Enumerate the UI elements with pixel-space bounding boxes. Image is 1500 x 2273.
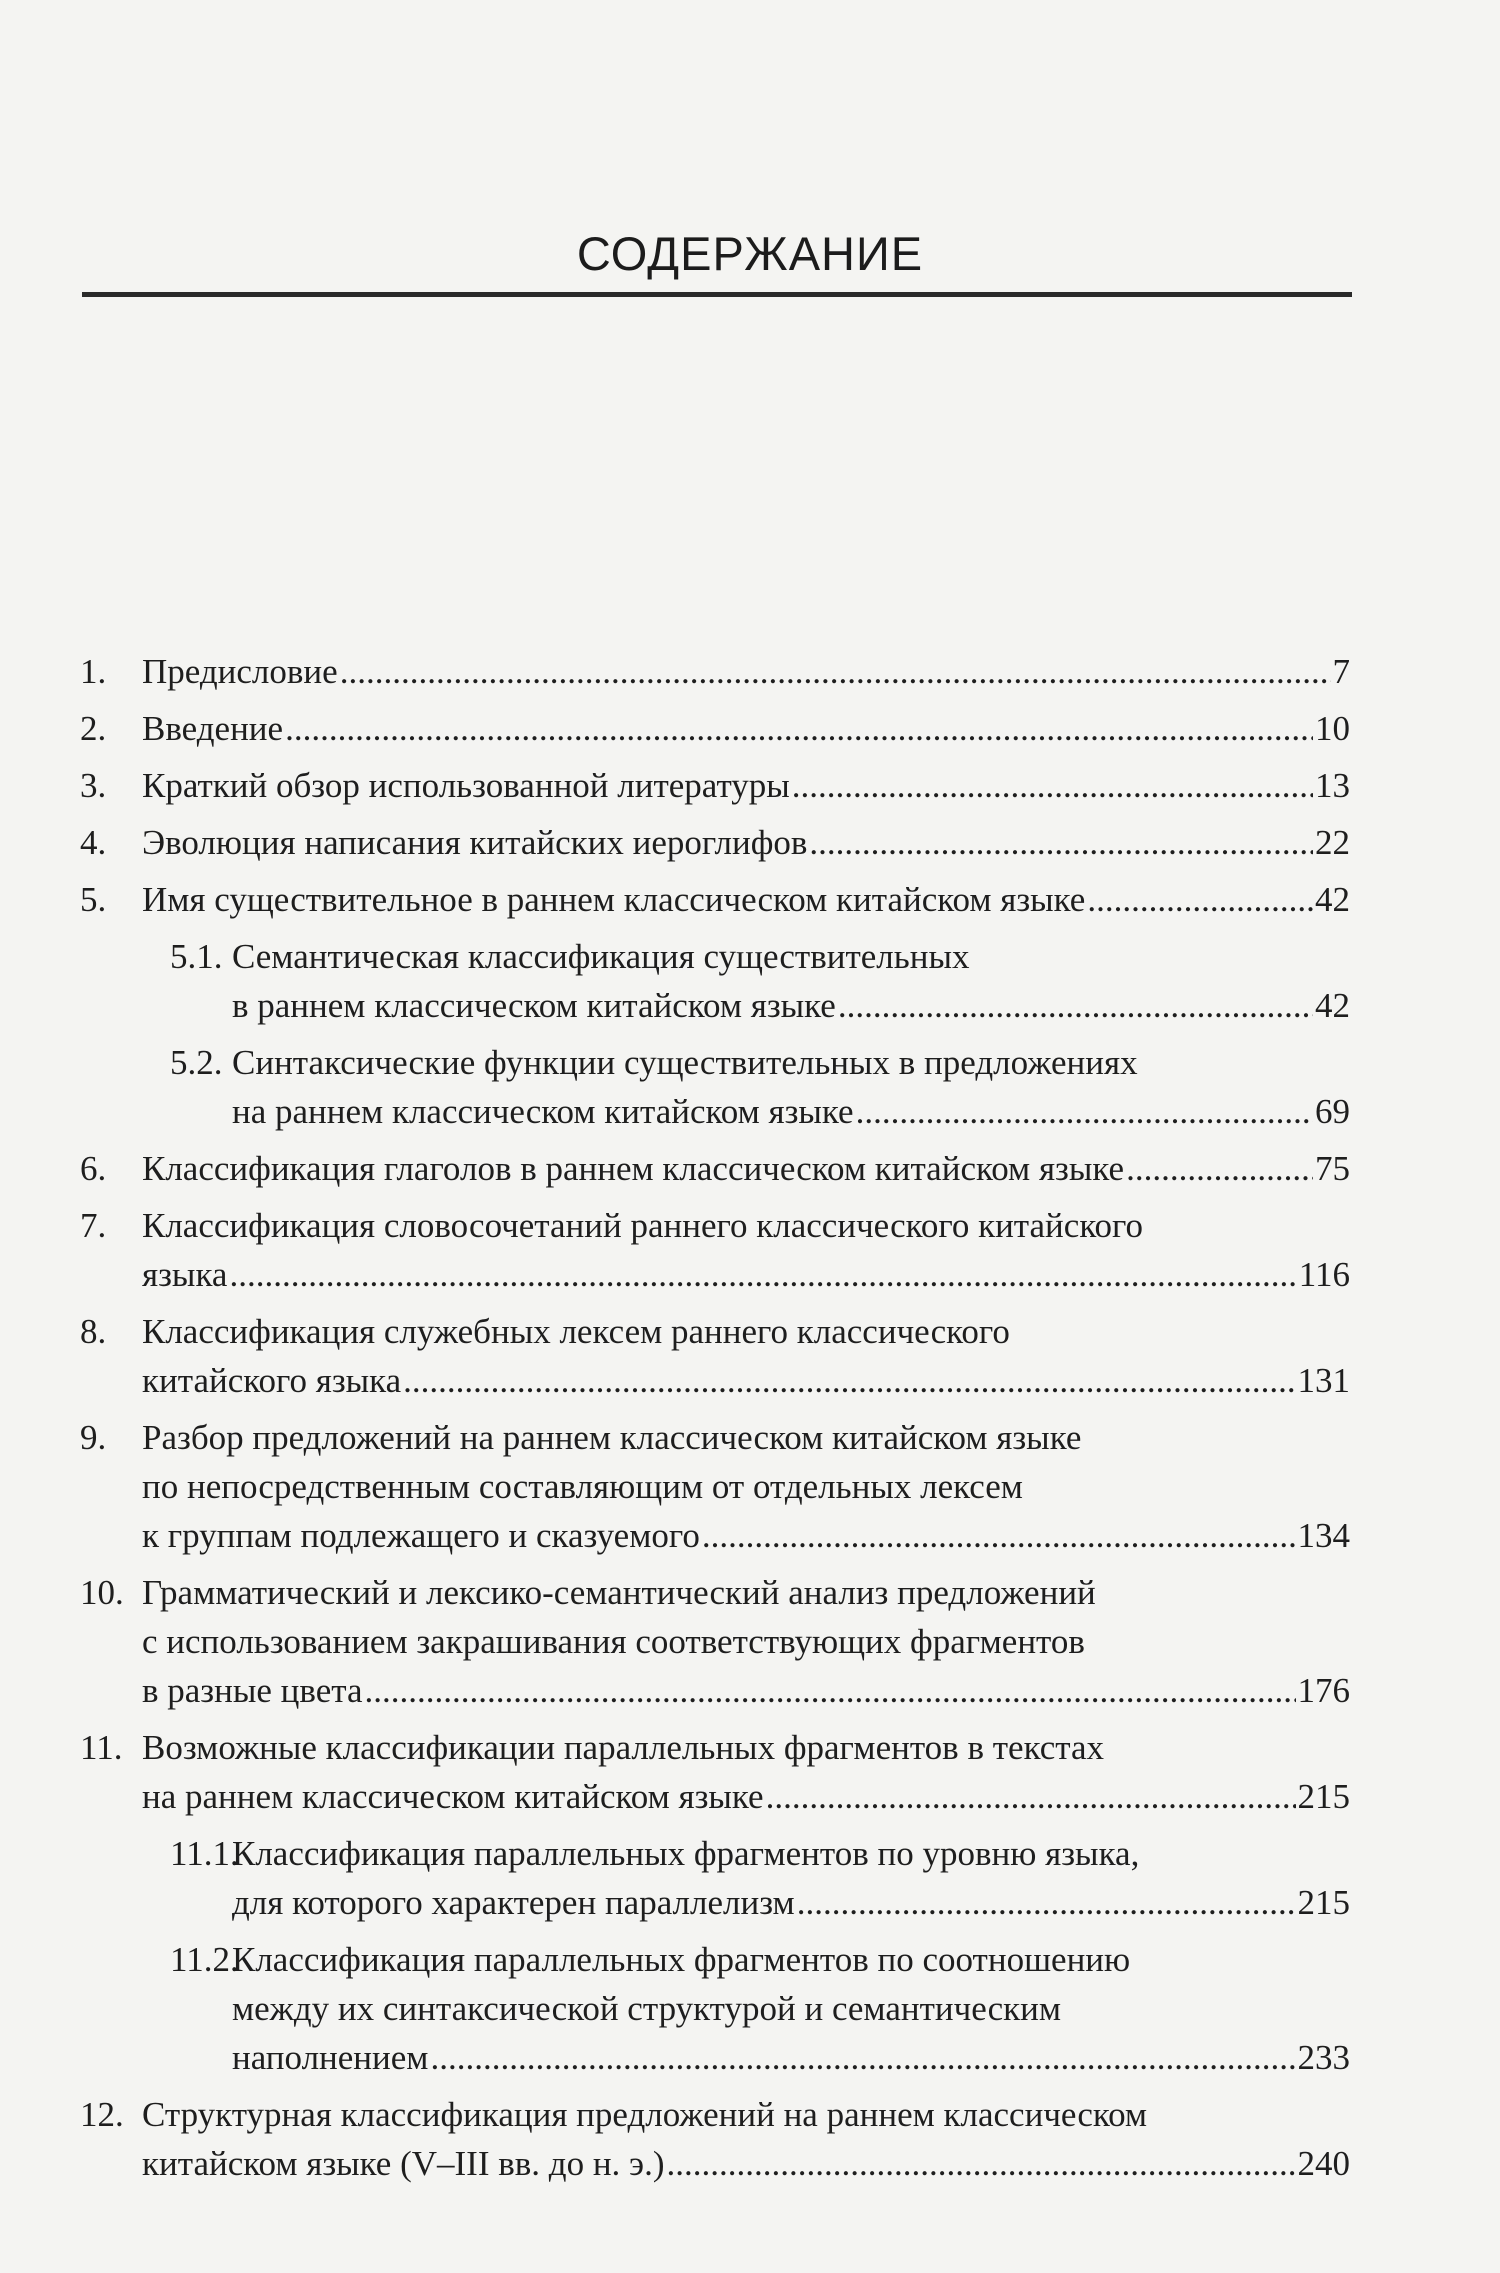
toc-entry-number: 11.1. [170, 1834, 239, 1873]
toc-page-number: 22 [1315, 823, 1350, 862]
toc-entry-title-line: Классификация параллельных фрагментов по соотношению [232, 1940, 1131, 1979]
toc-entry-title-line: Грамматический и лексико-семантический анализ предложений [142, 1573, 1096, 1612]
toc-page-number: 215 [1297, 1883, 1350, 1922]
dot-leader [797, 1878, 1296, 1927]
dot-leader [838, 981, 1313, 1030]
toc-chapter-entry [80, 1201, 1350, 1299]
toc-page-number: 116 [1298, 1255, 1350, 1294]
toc-entry-title-line: наполнением [232, 2038, 429, 2077]
toc-entry-leader-row [232, 1087, 1350, 1136]
toc-entry-leader-row [232, 1878, 1350, 1927]
toc-entry-title-line: китайском языке (V–III вв. до н. э.) [142, 2144, 665, 2183]
toc-page-number: 13 [1315, 766, 1350, 805]
toc-page-number: 215 [1297, 1777, 1350, 1816]
toc-entry-leader-row [142, 1144, 1350, 1193]
dot-leader [365, 1666, 1296, 1715]
table-of-contents [80, 647, 1350, 2196]
toc-entry-number: 5.1. [170, 937, 223, 976]
toc-entry-leader-row [142, 1356, 1350, 1405]
toc-entry-title-line: Предисловие [142, 652, 338, 691]
toc-entry-leader-row [142, 761, 1350, 810]
toc-subsection-entry [80, 1038, 1350, 1136]
toc-subsection-entry [80, 932, 1350, 1030]
dot-leader [702, 1511, 1296, 1560]
toc-entry-leader-row [142, 2139, 1350, 2188]
toc-entry-number: 11. [80, 1728, 123, 1767]
toc-chapter-entry [80, 1568, 1350, 1715]
toc-chapter-entry [80, 1413, 1350, 1560]
toc-entry-leader-row [232, 2033, 1350, 2082]
toc-entry-title-line: китайского языка [142, 1361, 402, 1400]
toc-entry-leader-row [142, 1666, 1350, 1715]
toc-entry-number: 5. [80, 880, 107, 919]
toc-chapter-entry [80, 1144, 1350, 1193]
toc-subsection-entry [80, 1829, 1350, 1927]
dot-leader [809, 818, 1313, 867]
toc-entry-title-line: Имя существительное в раннем классическом китайском языке [142, 880, 1086, 919]
toc-entry-leader-row [142, 704, 1350, 753]
toc-entry-title-line: в разные цвета [142, 1671, 363, 1710]
toc-chapter-entry [80, 761, 1350, 810]
dot-leader [667, 2139, 1296, 2188]
toc-page-number: 42 [1315, 986, 1350, 1025]
toc-entry-leader-row [232, 981, 1350, 1030]
title-underline [82, 292, 1352, 297]
toc-entry-number: 5.2. [170, 1043, 223, 1082]
toc-entry-title-line: Эволюция написания китайских иероглифов [142, 823, 808, 862]
toc-chapter-entry [80, 1723, 1350, 1821]
toc-entry-leader-row [142, 1250, 1350, 1299]
toc-entry-number: 3. [80, 766, 107, 805]
dot-leader [403, 1356, 1295, 1405]
toc-entry-title-line: Классификация глаголов в раннем классическом китайском языке [142, 1149, 1125, 1188]
toc-chapter-entry [80, 2090, 1350, 2188]
toc-entry-number: 2. [80, 709, 107, 748]
toc-entry-number: 12. [80, 2095, 124, 2134]
toc-chapter-entry [80, 647, 1350, 696]
toc-entry-title-line: Синтаксические функции существительных в предложениях [232, 1043, 1138, 1082]
dot-leader [856, 1087, 1313, 1136]
dot-leader [430, 2033, 1295, 2082]
toc-entry-title-line: Возможные классификации параллельных фрагментов в текстах [142, 1728, 1104, 1767]
toc-entry-number: 4. [80, 823, 107, 862]
toc-entry-title-line: для которого характерен параллелизм [232, 1883, 795, 1922]
toc-subsection-entry [80, 1935, 1350, 2082]
toc-entry-number: 8. [80, 1312, 107, 1351]
toc-entry-leader-row [142, 647, 1350, 696]
toc-chapter-entry [80, 818, 1350, 867]
toc-entry-title-line: Классификация служебных лексем раннего классического [142, 1312, 1010, 1351]
dot-leader [340, 647, 1331, 696]
toc-entry-title-line: Классификация словосочетаний раннего классического китайского [142, 1206, 1144, 1245]
dot-leader [1087, 875, 1313, 924]
dot-leader [285, 704, 1313, 753]
toc-entry-title-line: Введение [142, 709, 284, 748]
toc-page-number: 134 [1297, 1516, 1350, 1555]
toc-entry-title-line: между их синтаксической структурой и семантическим [232, 1989, 1062, 2028]
toc-page-number: 42 [1315, 880, 1350, 919]
toc-page-number: 240 [1297, 2144, 1350, 2183]
toc-page-number: 69 [1315, 1092, 1350, 1131]
toc-entry-leader-row [142, 818, 1350, 867]
toc-entry-title-line: Структурная классификация предложений на раннем классическом [142, 2095, 1148, 2134]
toc-entry-number: 9. [80, 1418, 107, 1457]
toc-entry-title-line: по непосредственным составляющим от отдельных лексем [142, 1467, 1023, 1506]
toc-page-number: 233 [1297, 2038, 1350, 2077]
dot-leader [766, 1772, 1296, 1821]
toc-entry-title-line: в раннем классическом китайском языке [232, 986, 836, 1025]
toc-entry-title-line: к группам подлежащего и сказуемого [142, 1516, 700, 1555]
toc-entry-number: 7. [80, 1206, 107, 1245]
toc-chapter-entry [80, 704, 1350, 753]
toc-page-number: 176 [1297, 1671, 1350, 1710]
toc-chapter-entry [80, 875, 1350, 924]
toc-page-number: 10 [1315, 709, 1350, 748]
toc-entry-number: 11.2. [170, 1940, 239, 1979]
toc-chapter-entry [80, 1307, 1350, 1405]
toc-page-number: 75 [1315, 1149, 1350, 1188]
toc-entry-title-line: языка [142, 1255, 228, 1294]
toc-entry-title-line: Классификация параллельных фрагментов по уровню языка, [232, 1834, 1140, 1873]
toc-entry-leader-row [142, 875, 1350, 924]
toc-entry-number: 6. [80, 1149, 107, 1188]
toc-page-number: 7 [1332, 652, 1350, 691]
toc-entry-title-line: на раннем классическом китайском языке [232, 1092, 854, 1131]
toc-page-number: 131 [1297, 1361, 1350, 1400]
toc-entry-number: 10. [80, 1573, 124, 1612]
dot-leader [792, 761, 1313, 810]
toc-entry-title-line: Разбор предложений на раннем классическом китайском языке [142, 1418, 1082, 1457]
toc-entry-title-line: с использованием закрашивания соответствующих фрагментов [142, 1622, 1085, 1661]
page-title: СОДЕРЖАНИЕ [576, 227, 924, 280]
dot-leader [1126, 1144, 1313, 1193]
toc-entry-number: 1. [80, 652, 107, 691]
toc-entry-title-line: на раннем классическом китайском языке [142, 1777, 764, 1816]
toc-entry-title-line: Краткий обзор использованной литературы [142, 766, 790, 805]
toc-entry-title-line: Семантическая классификация существительных [232, 937, 970, 976]
dot-leader [229, 1250, 1296, 1299]
toc-entry-leader-row [142, 1511, 1350, 1560]
toc-entry-leader-row [142, 1772, 1350, 1821]
